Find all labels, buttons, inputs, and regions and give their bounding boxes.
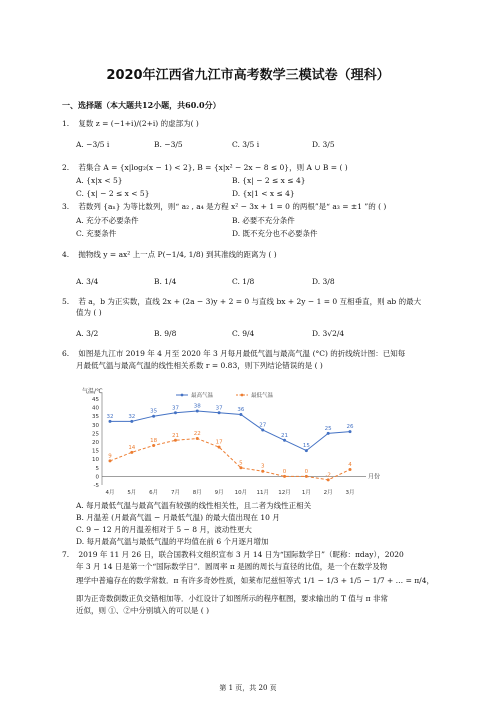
question-number: 7. [62, 550, 70, 559]
question-text: 2019 年 11 月 26 日，联合国教科文组织宣布 3 月 14 日为“国际数学日”（昵称：πday），2020 [78, 550, 404, 559]
y-axis-label: 气温/℃ [82, 388, 103, 395]
y-tick-label: 10 [92, 457, 99, 464]
option-c: C. {x| − 2 ≤ x < 5} [76, 189, 150, 198]
question-text-cont: 近似，则 ①、②中分别填入的可以是 ( ) [76, 606, 210, 615]
data-point-min [305, 475, 308, 478]
data-label: 32 [106, 413, 114, 420]
y-tick-label: 15 [92, 448, 99, 455]
data-point-min [239, 466, 242, 469]
x-tick-label: 4月 [105, 490, 115, 496]
option-a: A. 3/4 [76, 277, 99, 286]
data-label: 5 [239, 460, 243, 467]
option-b: B. 9/8 [154, 329, 177, 338]
page-title: 2020年江西省九江市高考数学三模试卷（理科） [106, 68, 390, 83]
x-tick-label: 9月 [214, 490, 224, 496]
option-b: B. {x| − 2 ≤ x ≤ 4} [232, 176, 306, 185]
x-tick-label: 5月 [127, 490, 137, 496]
question-text-cont: 理学中普遍存在的数学常数．π 有许多奇妙性质，如莱布尼兹恒等式 1/1 − 1/3 + 1/5 − 1/7 + … = π/4， [76, 576, 434, 585]
data-label: 17 [215, 439, 223, 446]
option-a: A. {x|x < 5} [76, 176, 123, 185]
y-tick-label: 25 [92, 431, 99, 438]
option-c: C. 3/5 i [232, 140, 260, 149]
y-tick-label: 35 [92, 414, 99, 421]
data-label: 22 [193, 431, 201, 438]
option-b: B. −3/5 [154, 140, 183, 149]
question-6 [62, 348, 442, 359]
data-label: 38 [193, 403, 201, 410]
page-footer: 第 1 页，共 20 页 [219, 684, 277, 692]
question-text-cont: 即为正奇数倒数正负交错相加等．小红设计了如图所示的程序框图，要求输出的 T 值与 π 非常 [76, 594, 388, 603]
x-tick-label: 10月 [234, 490, 248, 496]
data-point-min [349, 468, 352, 471]
data-label: 9 [108, 453, 112, 460]
data-label: 27 [259, 422, 267, 429]
option-b: B. 1/4 [154, 277, 177, 286]
option-b: B. 必要不充分条件 [232, 216, 295, 225]
question-5 [62, 296, 442, 307]
data-label: 37 [171, 405, 179, 412]
option-d: D. 3√2/4 [312, 329, 345, 338]
options-4 [76, 277, 446, 289]
option-c: C. 9/4 [232, 329, 255, 338]
data-label: 36 [237, 406, 245, 413]
option-a: A. 3/2 [76, 329, 99, 338]
data-point-max [130, 420, 133, 423]
legend-marker [241, 394, 244, 397]
data-point-min [283, 475, 286, 478]
question-text: 复数 z = (−1+i)/(2+i) 的虚部为( ) [78, 119, 199, 128]
data-point-max [174, 411, 177, 414]
y-tick-label: 0 [95, 474, 99, 481]
data-label: 0 [304, 468, 309, 475]
option-d: D. 3/8 [312, 277, 335, 286]
data-label: 26 [346, 424, 354, 431]
data-label: 37 [215, 405, 223, 412]
data-label: 32 [128, 413, 136, 420]
options-1 [76, 140, 446, 152]
option-a: A. −3/5 i [76, 140, 110, 149]
data-label: 14 [128, 444, 136, 451]
question-text: 若集合 A = {x|log₂(x − 1) < 2}, B = {x|x² − 2x − 8 ≤ 0}，则 A ∪ B = ( ) [78, 163, 348, 172]
options-2b [76, 189, 446, 201]
legend-label: 最高气温 [191, 393, 214, 399]
question-4 [62, 249, 442, 260]
question-number: 3. [62, 202, 70, 211]
question-number: 6. [62, 349, 70, 358]
question-text: 若数列 {aₙ} 为等比数列，则“ a₂ , a₄ 是方程 x² − 3x + 1 = 0 的两根”是“ a₃ = ±1 ”的 ( ) [78, 202, 387, 211]
x-tick-label: 1月 [301, 490, 311, 496]
data-label: -2 [325, 472, 331, 479]
y-tick-label: 20 [92, 440, 99, 446]
data-point-min [109, 459, 112, 462]
options-5 [76, 329, 446, 341]
data-point-min [327, 478, 330, 481]
question-1 [62, 118, 442, 129]
data-label: 15 [302, 443, 310, 450]
question-number: 5. [62, 297, 70, 306]
option-d: D. 既不充分也不必要条件 [232, 229, 318, 238]
option-a: A. 充分不必要条件 [76, 216, 139, 225]
option-c: C. 充要条件 [76, 229, 117, 238]
data-label: 18 [150, 437, 158, 444]
option-c: C. 9 − 12 月的月温差相对于 5 − 8 月，波动性更大 [76, 525, 252, 534]
y-tick-label: 30 [92, 422, 99, 429]
question-7 [62, 549, 442, 560]
data-label: 25 [324, 425, 332, 432]
x-tick-label: 2月 [323, 490, 333, 496]
data-label: 35 [150, 408, 158, 415]
data-point-max [152, 415, 155, 418]
question-number: 4. [62, 250, 70, 259]
data-point-max [218, 411, 221, 414]
data-point-max [305, 449, 308, 452]
question-number: 2. [62, 163, 70, 172]
option-d: D. 3/5 [312, 140, 335, 149]
data-point-max [261, 428, 264, 431]
option-d: D. {x|1 < x ≤ 4} [232, 189, 295, 198]
data-point-max [349, 430, 352, 433]
option-d: D. 每月最高气温与最低气温的平均值在前 6 个月逐月增加 [76, 537, 269, 546]
question-number: 1. [62, 119, 70, 128]
option-b: B. 月温差 (月最高气温 − 月最低气温) 的最大值出现在 10 月 [76, 513, 280, 522]
x-tick-label: 3月 [345, 490, 355, 496]
y-tick-label: 5 [95, 465, 99, 472]
section-heading: 一、选择题（本大题共12小题，共60.0分） [62, 100, 221, 110]
data-point-min [261, 470, 264, 473]
question-text: 如图是九江市 2019 年 4 月至 2020 年 3 月每月最低气温与最高气温 (°C) 的折线统计图：已知每 [78, 349, 406, 358]
data-point-max [196, 410, 199, 413]
options-2a [76, 176, 446, 188]
question-text-cont: 值为 ( ) [76, 308, 102, 317]
data-point-max [283, 439, 286, 442]
question-text-cont: 月最低气温与最高气温的线性相关系数 r = 0.83，则下列结论错误的是 ( ) [76, 361, 323, 370]
data-label: 21 [281, 432, 289, 439]
question-2 [62, 162, 442, 173]
x-tick-label: 8月 [192, 490, 202, 496]
question-text: 若 a，b 为正实数，直线 2x + (2a − 3)y + 2 = 0 与直线 bx + 2y − 1 = 0 互相垂直，则 ab 的最大 [78, 297, 422, 306]
data-point-min [152, 444, 155, 447]
x-axis-label: 月份 [368, 473, 381, 481]
data-point-min [174, 439, 177, 442]
x-tick-label: 6月 [149, 490, 159, 496]
data-point-min [130, 451, 133, 454]
data-point-max [239, 413, 242, 416]
options-3b [76, 228, 446, 240]
option-a: A. 每月最低气温与最高气温有较强的线性相关性，且二者为线性正相关 [76, 501, 312, 510]
legend-marker [181, 394, 184, 397]
data-label: 3 [260, 463, 265, 470]
option-c: C. 1/8 [232, 277, 255, 286]
y-tick-label: 40 [92, 405, 99, 412]
y-tick-label: -5 [93, 483, 99, 489]
x-tick-label: 12月 [278, 490, 291, 496]
legend-label: 最低气温 [251, 393, 274, 399]
y-tick-label: 45 [92, 397, 99, 403]
data-point-min [196, 437, 199, 440]
question-text: 抛物线 y = ax² 上一点 P(−1/4, 1/8) 到其准线的距离为 ( ) [78, 250, 277, 259]
x-tick-label: 7月 [170, 490, 180, 496]
data-label: 0 [282, 468, 287, 475]
question-text-cont: 年 3 月 14 日是第一个“国际数学日”．圆周率 π 是圆的周长与直径的比值，是一个在数学及物 [76, 562, 388, 571]
x-tick-label: 11月 [256, 490, 269, 496]
temperature-line-chart [76, 385, 386, 500]
data-label: 21 [171, 432, 179, 439]
question-3 [62, 201, 442, 212]
data-point-min [218, 446, 221, 449]
data-point-max [109, 420, 112, 423]
data-point-max [327, 432, 330, 435]
options-3a [76, 215, 446, 227]
data-label: 4 [348, 462, 352, 469]
